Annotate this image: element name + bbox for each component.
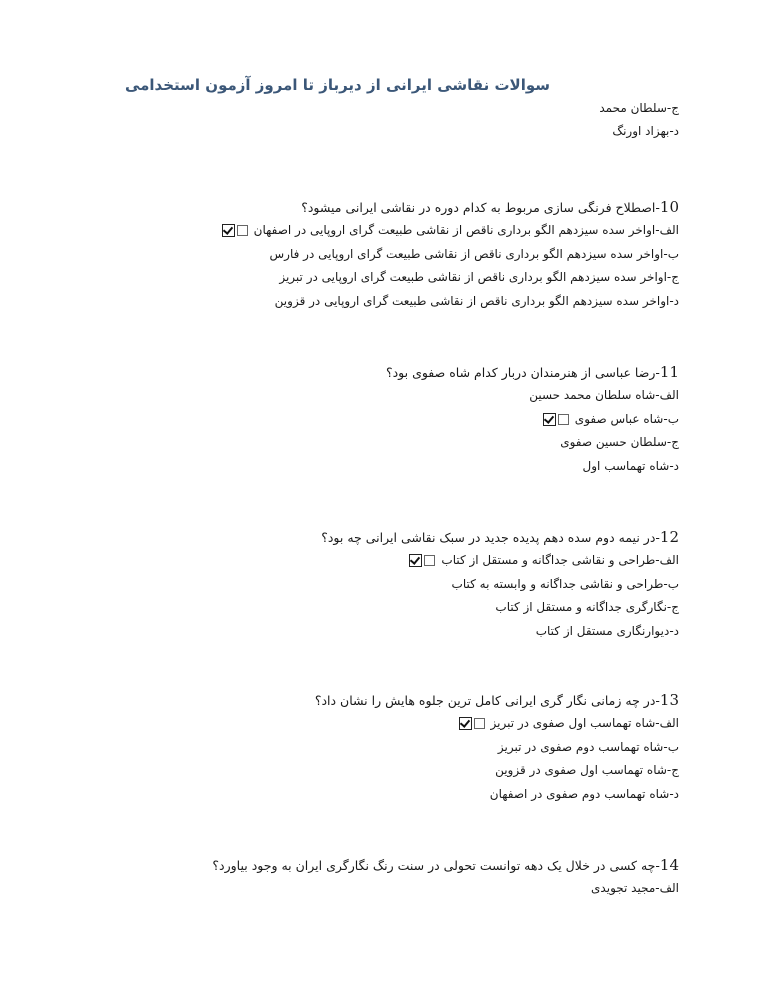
question-14	[212, 854, 679, 901]
answer-option: ج-اواخر سده سیزدهم الگو برداری ناقص از نقاشی طبیعت گرای اروپایی در تبریز	[279, 270, 679, 285]
answer-option	[222, 219, 679, 242]
option-text: الف-شاه تهماسب اول صفوی در تبریز	[490, 716, 679, 731]
question-text	[386, 361, 679, 384]
question-number: 13	[659, 691, 679, 709]
question-label: -رضا عباسی از هنرمندان دربار کدام شاه صفوی بود؟	[385, 365, 660, 380]
correct-answer-check-icon	[459, 712, 485, 735]
question-10	[222, 196, 679, 313]
question-label: -در چه زمانی نگار گری ایرانی کامل ترین جلوه هایش را نشان داد؟	[314, 693, 660, 708]
answer-option: ب-شاه تهماسب دوم صفوی در تبریز	[497, 739, 679, 754]
page-title: سوالات نقاشی ایرانی از دیرباز تا امروز آزمون استخدامی	[124, 76, 550, 94]
answer-option: د-دیوارنگاری مستقل از کتاب	[535, 623, 679, 638]
question-number: 11	[659, 363, 679, 381]
answer-option: ج-سلطان حسین صفوی	[560, 435, 679, 450]
question-label: -اصطلاح فرنگی سازی مربوط به کدام دوره در نقاشی ایرانی میشود؟	[301, 200, 660, 215]
answer-option: ج-نگارگری جداگانه و مستقل از کتاب	[495, 600, 679, 615]
correct-answer-check-icon	[543, 408, 569, 431]
option-text: ب-شاه عباس صفوی	[574, 411, 679, 426]
answer-option: الف-شاه سلطان محمد حسین	[529, 388, 679, 403]
answer-option: ب-اواخر سده سیزدهم الگو برداری ناقص از نقاشی طبیعت گرای اروپایی در فارس	[269, 246, 679, 261]
answer-option	[321, 549, 679, 572]
question-text	[321, 526, 679, 549]
question-13	[315, 689, 679, 806]
correct-answer-check-icon	[222, 219, 248, 242]
correct-answer-check-icon	[409, 549, 435, 572]
option-text: الف-اواخر سده سیزدهم الگو برداری ناقص از نقاشی طبیعت گرای اروپایی در اصفهان	[253, 223, 679, 238]
question-text	[212, 854, 679, 877]
option-text: الف-طراحی و نقاشی جداگانه و مستقل از کتاب	[441, 553, 679, 568]
answer-option: د-شاه تهماسب دوم صفوی در اصفهان	[489, 786, 679, 801]
question-label: -چه کسی در خلال یک دهه توانست تحولی در سنت رنگ نگارگری ایران به وجود بیاورد؟	[212, 858, 660, 873]
question-number: 12	[659, 528, 679, 546]
question-label: -در نیمه دوم سده دهم پدیده جدید در سبک نقاشی ایرانی چه بود؟	[321, 530, 660, 545]
answer-option: د-شاه تهماسب اول	[582, 458, 679, 473]
question-number: 10	[659, 198, 679, 216]
answer-option: ج-شاه تهماسب اول صفوی در قزوین	[495, 763, 679, 778]
question-text	[315, 689, 679, 712]
answer-option	[386, 408, 679, 431]
option-d: د-بهزاد اورنگ	[612, 124, 679, 139]
answer-option	[315, 712, 679, 735]
question-text	[222, 196, 679, 219]
question-12	[321, 526, 679, 643]
question-number: 14	[659, 856, 679, 874]
question-11	[386, 361, 679, 478]
answer-option: د-اواخر سده سیزدهم الگو برداری ناقص از نقاشی طبیعت گرای اروپایی در قزوین	[274, 293, 679, 308]
answer-option: ب-طراحی و نقاشی جداگانه و وابسته به کتاب	[451, 576, 679, 591]
option-c: ج-سلطان محمد	[599, 101, 679, 115]
carryover-options	[599, 97, 679, 144]
answer-option: الف-مجید تجویدی	[591, 881, 679, 896]
